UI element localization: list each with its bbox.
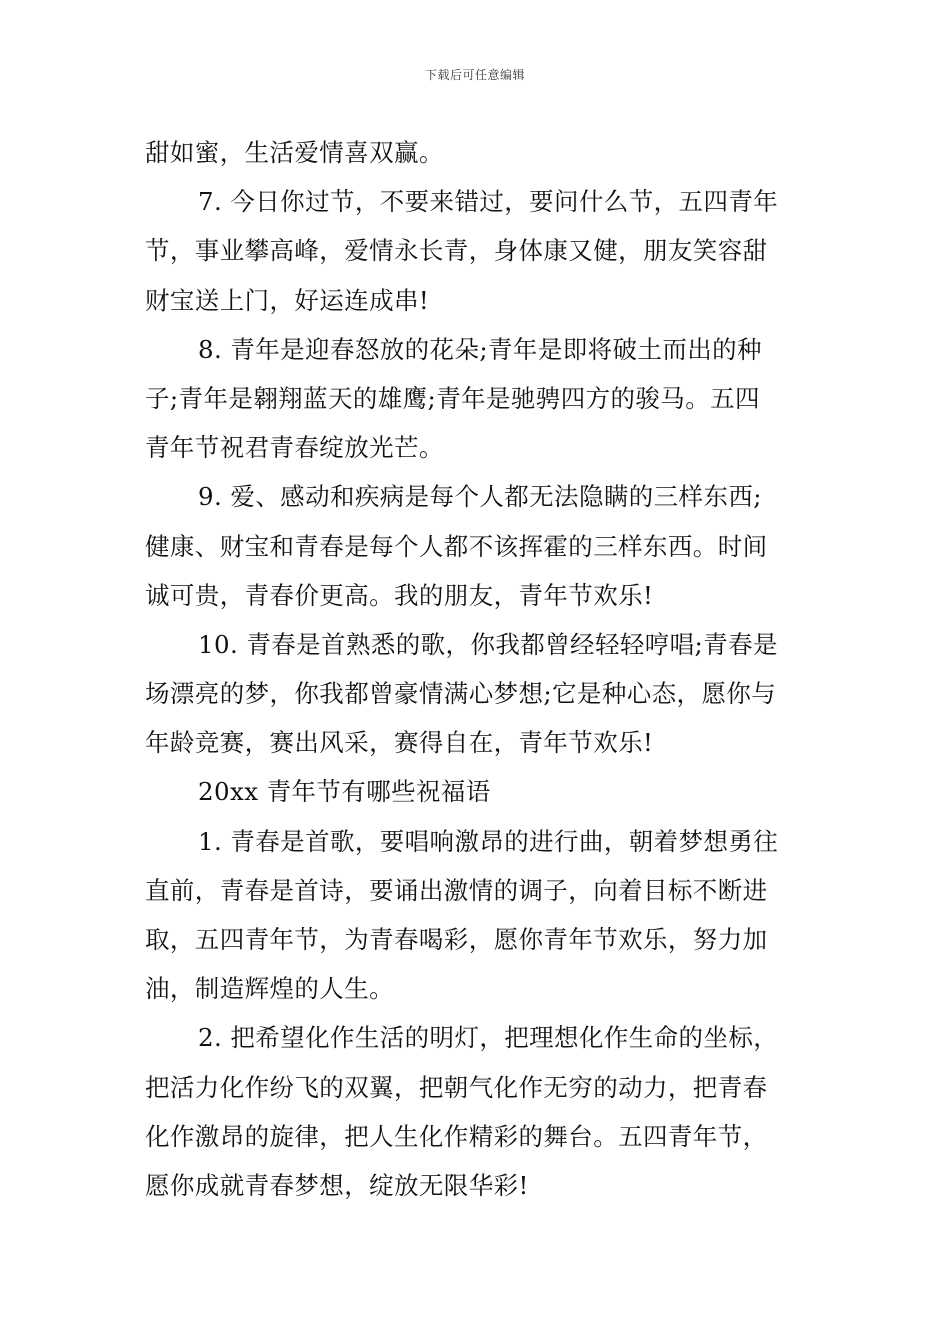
text-line: 节，事业攀高峰，爱情永长青，身体康又健，朋友笑容甜 xyxy=(145,236,768,266)
text-line: 7. 今日你过节，不要来错过，要问什么节，五四青年 xyxy=(198,187,779,217)
text-line: 20xx 青年节有哪些祝福语 xyxy=(198,777,491,807)
text-line: 9. 爱、感动和疾病是每个人都无法隐瞒的三样东西; xyxy=(198,482,762,512)
text-line: 2. 把希望化作生活的明灯，把理想化作生命的坐标， xyxy=(198,1023,779,1053)
text-line: 健康、财宝和青春是每个人都不该挥霍的三样东西。时间 xyxy=(145,531,768,561)
text-line: 直前，青春是首诗，要诵出激情的调子，向着目标不断进 xyxy=(145,875,768,905)
text-line: 油，制造辉煌的人生。 xyxy=(145,974,394,1004)
text-line: 年龄竞赛，赛出风采，赛得自在，青年节欢乐! xyxy=(145,728,654,758)
document-body xyxy=(145,128,810,1210)
page-header: 下载后可任意编辑 xyxy=(424,68,525,82)
text-line: 取，五四青年节，为青春喝彩，愿你青年节欢乐，努力加 xyxy=(145,925,768,954)
text-line: 1. 青春是首歌，要唱响激昂的进行曲，朝着梦想勇往 xyxy=(198,826,779,856)
text-line: 子;青年是翱翔蓝天的雄鹰;青年是驰骋四方的骏马。五四 xyxy=(145,383,760,413)
text-line: 愿你成就青春梦想，绽放无限华彩! xyxy=(145,1170,529,1200)
text-line: 10. 青春是首熟悉的歌，你我都曾经轻轻哼唱;青春是 xyxy=(198,629,778,659)
text-line: 财宝送上门，好运连成串! xyxy=(145,285,430,315)
text-line: 甜如蜜，生活爱情喜双赢。 xyxy=(145,138,444,167)
text-line: 诚可贵，青春价更高。我的朋友，青年节欢乐! xyxy=(145,580,654,610)
text-line: 青年节祝君青春绽放光芒。 xyxy=(145,433,444,463)
text-line: 场漂亮的梦，你我都曾豪情满心梦想;它是种心态，愿你与 xyxy=(145,679,777,709)
text-line: 把活力化作纷飞的双翼，把朝气化作无穷的动力，把青春 xyxy=(145,1072,768,1102)
text-line: 化作激昂的旋律，把人生化作精彩的舞台。五四青年节， xyxy=(145,1121,768,1151)
text-line: 8. 青年是迎春怒放的花朵;青年是即将破土而出的种 xyxy=(198,334,762,364)
